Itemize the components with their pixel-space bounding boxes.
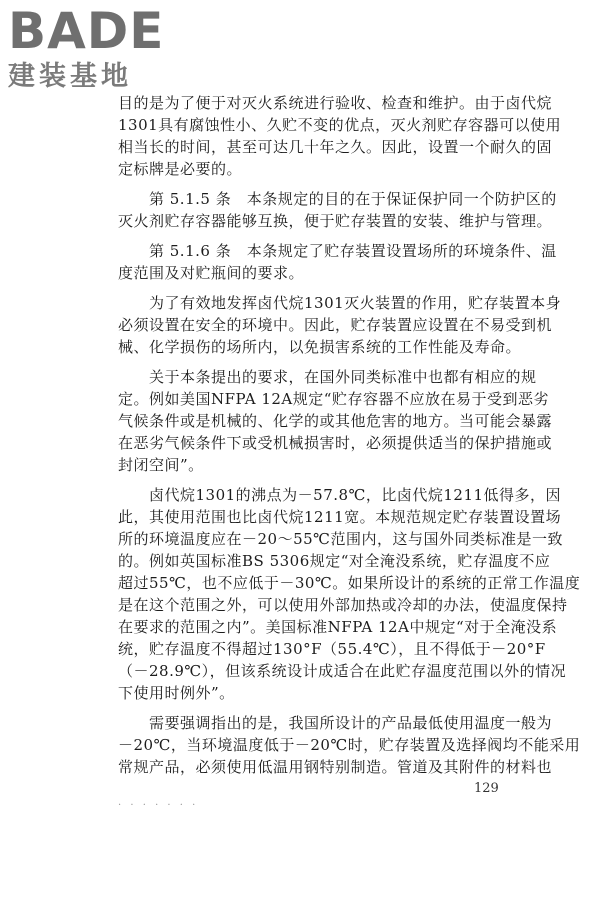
text-line: 械、化学损伤的场所内，以免损害系统的工作性能及寿命。	[118, 338, 522, 356]
text-line: 封闭空间”。	[118, 456, 204, 474]
text-line: 的。例如英国标准BS 5306规定“对全淹没系统，贮存温度不应	[118, 552, 551, 570]
text-line: 定标牌是必要的。	[118, 160, 243, 178]
watermark-brand: BADE	[8, 2, 165, 60]
page-number: 129	[474, 781, 499, 796]
text-line: 度范围及对贮瓶间的要求。	[118, 264, 305, 282]
document-body	[118, 92, 581, 778]
text-line: 相当长的时间，甚至可达几十年之久。因此，设置一个耐久的固	[118, 138, 553, 156]
text-line: 在恶劣气候条件下或受机械损害时，必须提供适当的保护措施或	[118, 434, 553, 452]
text-line: －20℃，当环境温度低于－20℃时，贮存装置及选择阀均不能采用	[118, 736, 581, 754]
text-line: 常规产品，必须使用低温用钢特别制造。管道及其附件的材料也	[118, 758, 553, 776]
watermark-logo	[8, 2, 178, 98]
watermark-subtitle: 建装基地	[8, 61, 132, 92]
text-line: 卤代烷1301的沸点为－57.8℃，比卤代烷1211低得多，因	[118, 486, 562, 504]
scan-noise-marks: · · · · · · ·	[118, 800, 199, 811]
text-line: 关于本条提出的要求，在国外同类标准中也都有相应的规	[118, 368, 537, 386]
text-line: 定。例如美国NFPA 12A规定“贮存容器不应放在易于受到恶劣	[118, 390, 549, 408]
text-line: 所的环境温度应在－20～55℃范围内，这与国外同类标准是一致	[118, 530, 563, 548]
text-line: 需要强调指出的是，我国所设计的产品最低使用温度一般为	[118, 714, 553, 732]
text-line: 此，其使用范围也比卤代烷1211宽。本规范规定贮存装置设置场	[118, 508, 562, 526]
text-line: 是在这个范围之外，可以使用外部加热或冷却的办法，使温度保持	[118, 596, 568, 614]
clause-5-1-5-heading-line: 第 5.1.5 条 本条规定的目的在于保证保护同一个防护区的	[118, 190, 557, 208]
text-line: 超过55℃，也不应低于－30℃。如果所设计的系统的正常工作温度	[118, 574, 581, 592]
clause-5-1-6-heading-line: 第 5.1.6 条 本条规定了贮存装置设置场所的环境条件、温	[118, 242, 557, 260]
text-line: 必须设置在安全的环境中。因此，贮存装置应设置在不易受到机	[118, 316, 553, 334]
text-line: 1301具有腐蚀性小、久贮不变的优点，灭火剂贮存容器可以使用	[118, 116, 562, 134]
text-line: 目的是为了便于对灭火系统进行验收、检查和维护。由于卤代烷	[118, 94, 553, 112]
text-line: 为了有效地发挥卤代烷1301灭火装置的作用，贮存装置本身	[118, 294, 562, 312]
text-line: 在要求的范围之内”。美国标准NFPA 12A中规定“对于全淹没系	[118, 618, 558, 636]
text-line: 灭火剂贮存容器能够互换，便于贮存装置的安装、维护与管理。	[118, 212, 553, 230]
text-line: （－28.9℃），但该系统设计成适合在此贮存温度范围以外的情况	[118, 662, 567, 680]
text-line: 下使用时例外”。	[118, 684, 235, 702]
text-line: 气候条件或是机械的、化学的或其他危害的地方。当可能会暴露	[118, 412, 553, 430]
text-line: 统，贮存温度不得超过130°F（55.4℃），且不得低于－20°F	[118, 640, 546, 658]
